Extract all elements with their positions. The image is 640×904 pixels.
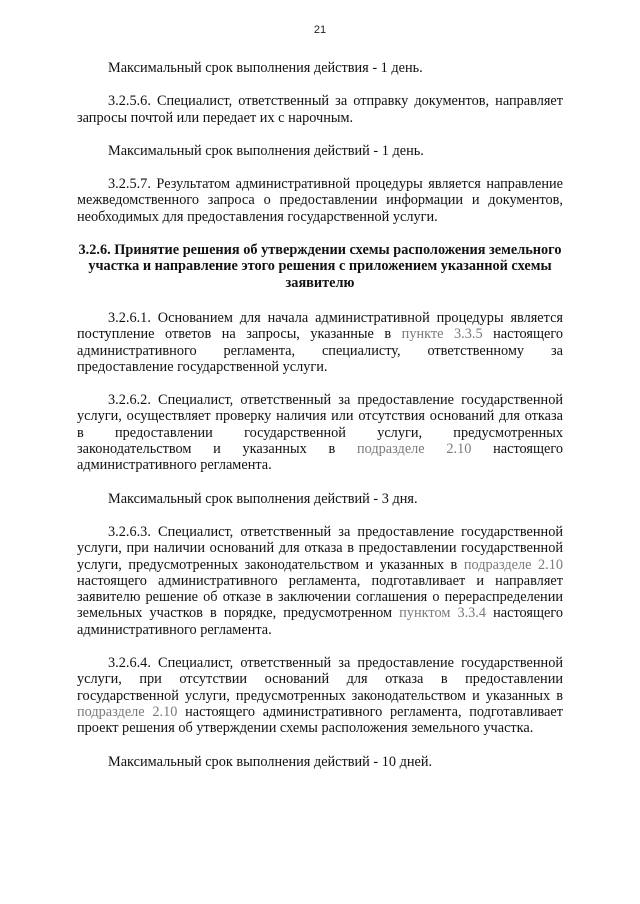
paragraph: [77, 754, 563, 770]
paragraph: [77, 60, 563, 76]
paragraph-text: 3.2.6.2. Специалист, ответственный за предоставление государственной услуги, осуществляет проверку наличия или отсутствия оснований для отказа в предоставлении государственной услуги, предусмотренных законодательством и указанных в: [77, 392, 563, 458]
paragraph-text: 3.2.6. Принятие решения об утверждении схемы расположения земельного участка и направление этого решения с приложением указанной схемы заявителю: [78, 242, 562, 291]
paragraph: [77, 176, 563, 225]
paragraph-text: Максимальный срок выполнения действия - 1 день.: [108, 60, 423, 76]
paragraph-text: настоящего административного регламента, подготавливает проект решения об утверждении схемы расположения земельного участка.: [77, 703, 563, 737]
page-number: 21: [313, 24, 327, 36]
paragraph: [77, 524, 563, 638]
paragraph-text: Максимальный срок выполнения действий - 1 день.: [108, 142, 424, 159]
paragraph: [77, 491, 563, 507]
cross-reference-link[interactable]: пунктом 3.3.4: [399, 605, 487, 622]
paragraph: [77, 93, 563, 126]
paragraph-text: настоящего административного регламента.: [77, 441, 563, 474]
paragraph-text: 3.2.6.1. Основанием для начала административной процедуры является поступление ответов на запросы, указанные в: [77, 309, 563, 343]
paragraph: [77, 392, 563, 473]
paragraph-text: настоящего административного регламента, подготавливает и направляет заявителю решение об отказе в заключении соглашения о перераспределении земельных участков в порядке, предусмотренном: [77, 572, 563, 622]
document-body: [77, 60, 563, 787]
paragraph-text: настоящего административного регламента.: [77, 605, 563, 638]
cross-reference-link[interactable]: подразделе 2.10: [77, 703, 178, 720]
cross-reference-link[interactable]: подразделе 2.10: [357, 441, 472, 458]
paragraph-text: Максимальный срок выполнения действий - 3 дня.: [108, 490, 418, 507]
paragraph-text: 3.2.6.4. Специалист, ответственный за предоставление государственной услуги, при отсутствии оснований для отказа в предоставлении государственной услуги, предусмотренных законодательством и указанных в: [77, 655, 563, 704]
cross-reference-link[interactable]: пункте 3.3.5: [401, 326, 483, 343]
paragraph-text: настоящего административного регламента, специалисту, ответственному за предоставление государственной услуги.: [77, 326, 563, 375]
paragraph: [77, 655, 563, 736]
paragraph-text: 3.2.5.6. Специалист, ответственный за отправку документов, направляет запросы почтой или передает их с нарочным.: [77, 93, 563, 126]
paragraph-text: Максимальный срок выполнения действий - 10 дней.: [108, 753, 433, 770]
section-heading: [77, 242, 563, 291]
paragraph-text: 3.2.6.3. Специалист, ответственный за предоставление государственной услуги, при наличии оснований для отказа в предоставлении государственной услуги, предусмотренных законодательством и указанных в: [77, 523, 563, 573]
paragraph: [77, 143, 563, 159]
paragraph-text: 3.2.5.7. Результатом административной процедуры является направление межведомственного запроса о предоставлении информации и документов, необходимых для предоставления государственной услуги.: [77, 176, 563, 225]
cross-reference-link[interactable]: подразделе 2.10: [463, 556, 563, 573]
paragraph: [77, 310, 563, 375]
